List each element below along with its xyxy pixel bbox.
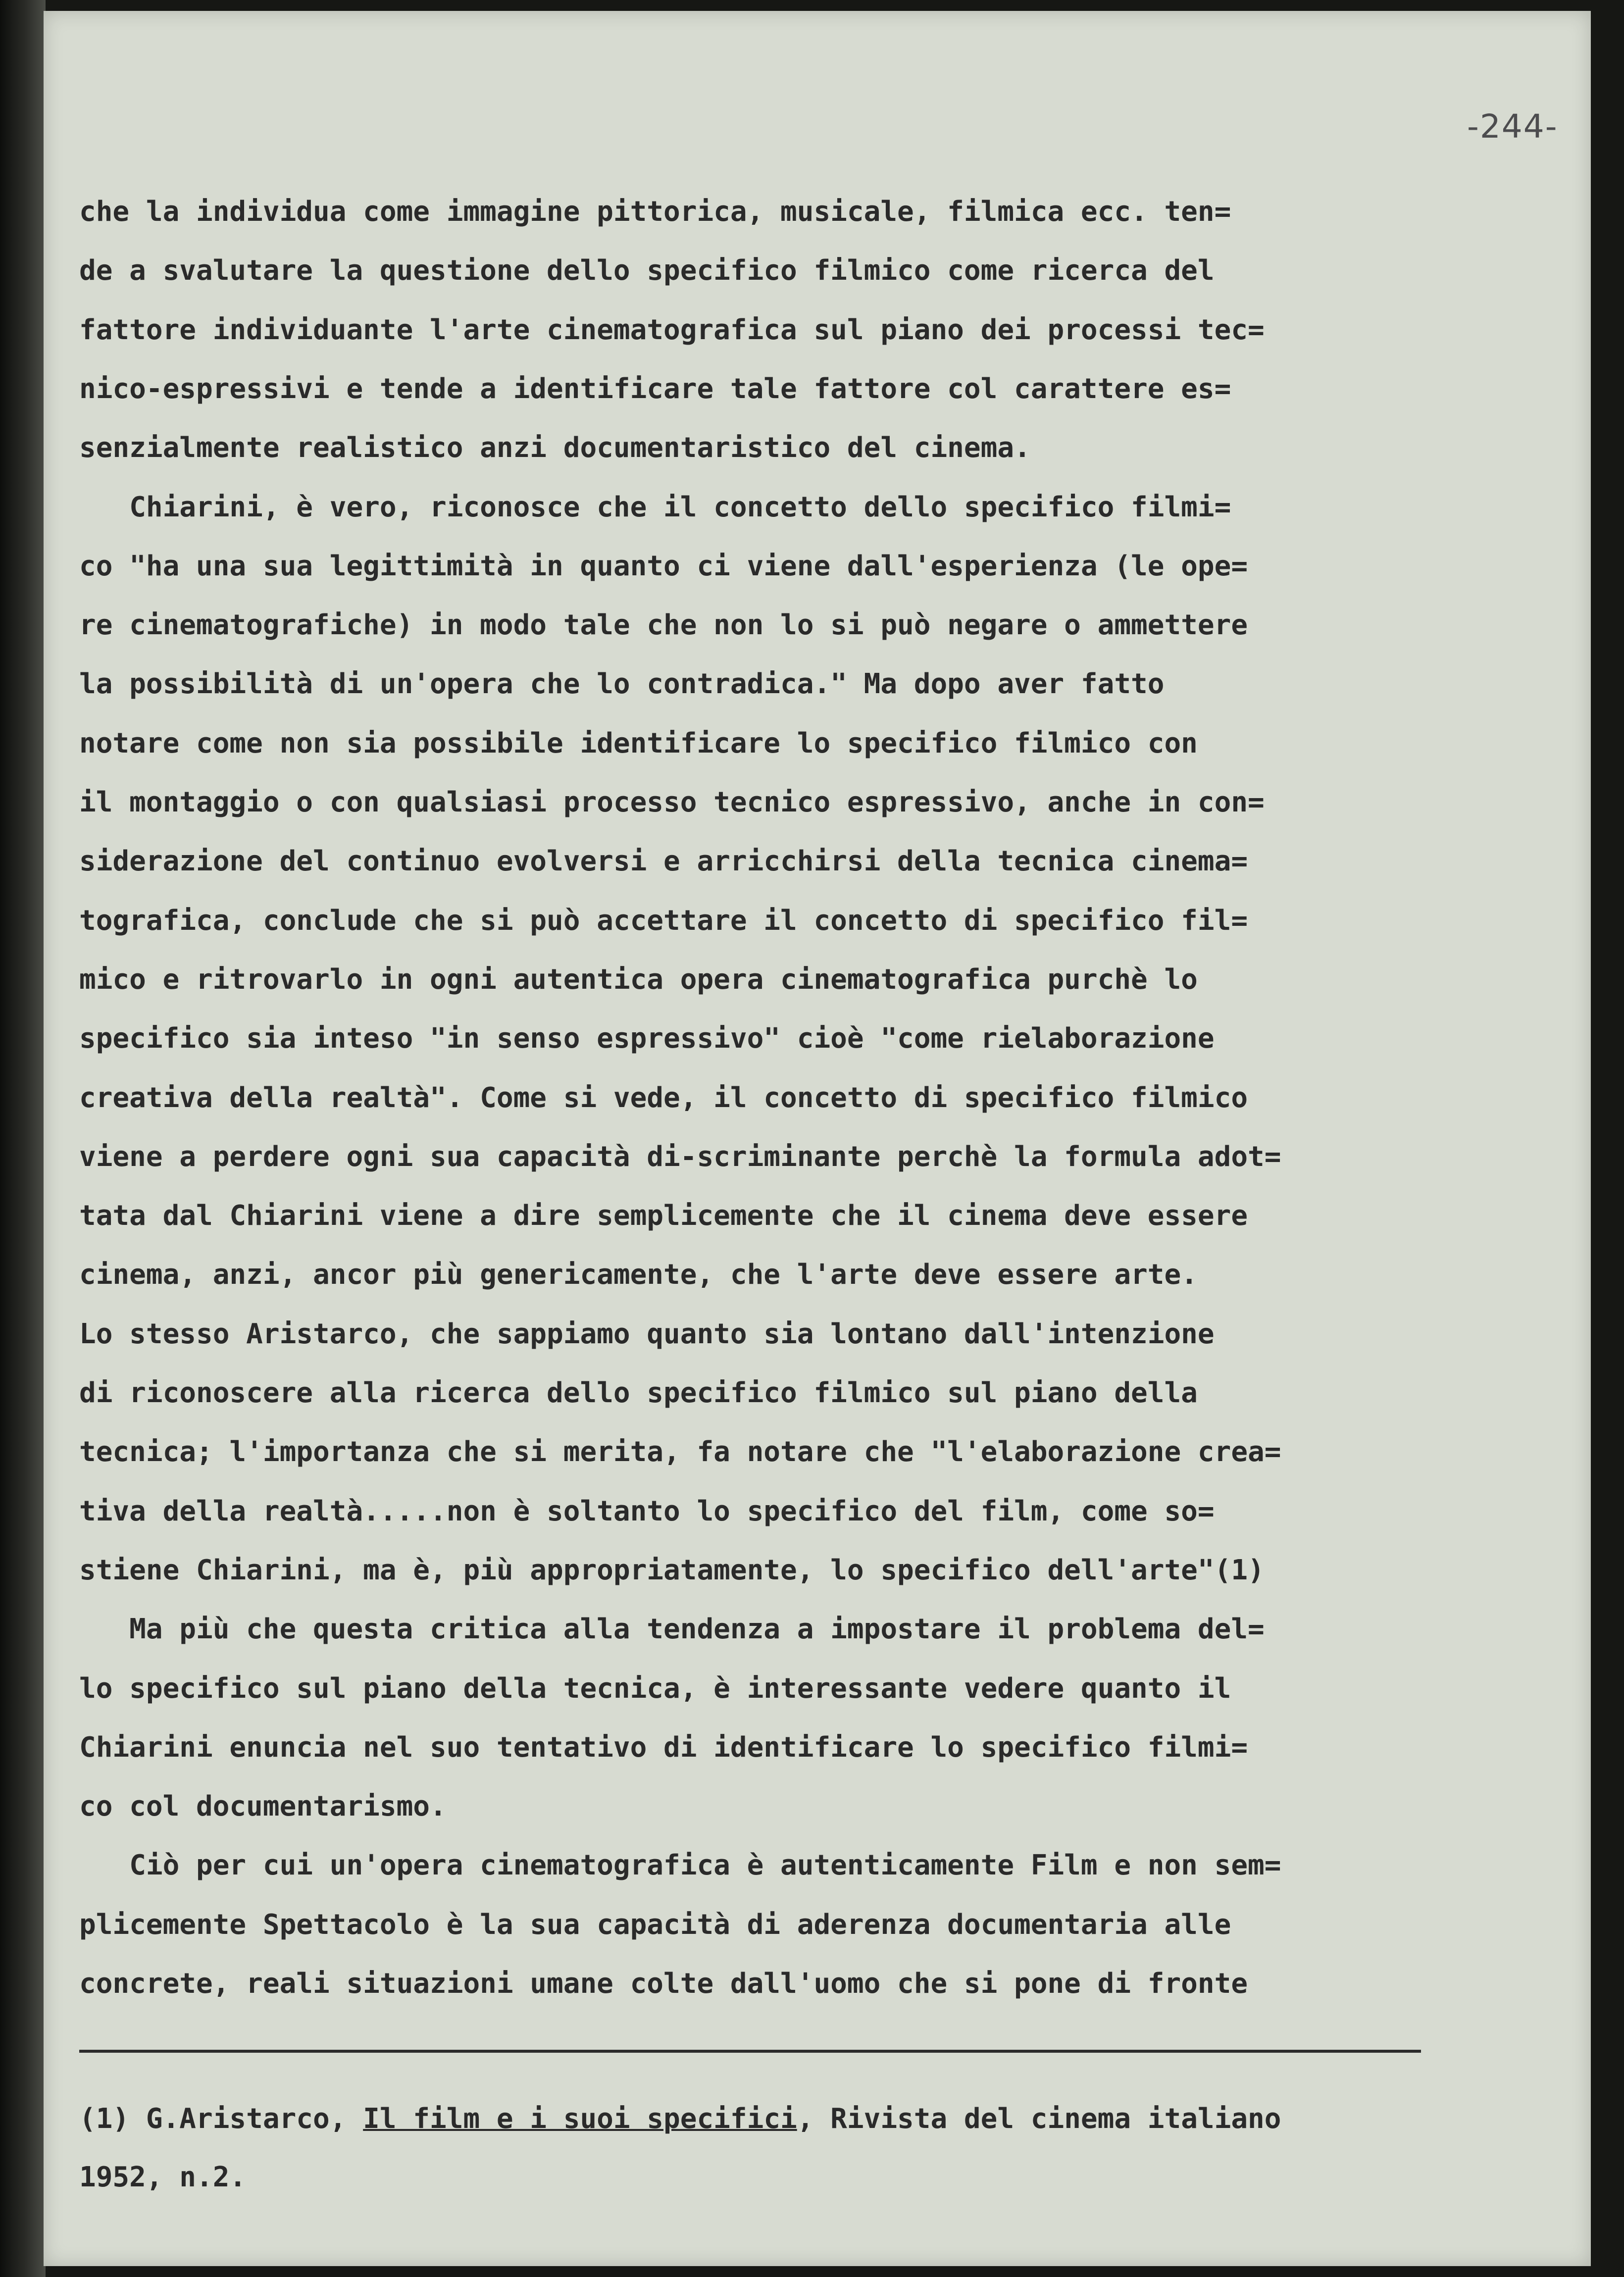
text-line: notare come non sia possibile identificare lo specifico filmico con	[79, 727, 1198, 759]
footnote-line	[79, 2105, 1281, 2133]
text-line: il montaggio o con qualsiasi processo tecnico espressivo, anche in con=	[79, 786, 1265, 818]
text-line: la possibilità di un'opera che lo contradica." Ma dopo aver fatto	[79, 668, 1165, 701]
text-line: stiene Chiarini, ma è, più appropriatamente, lo specifico dell'arte"(1)	[79, 1554, 1265, 1586]
text-line: concrete, reali situazioni umane colte dall'uomo che si pone di fronte	[79, 1968, 1248, 2000]
page-number: -244-	[1467, 107, 1558, 146]
text-line: viene a perdere ogni sua capacità di-scriminante perchè la formula adot=	[79, 1140, 1281, 1173]
text-line: specifico sia inteso "in senso espressivo" cioè "come rielaborazione	[79, 1022, 1215, 1055]
text-line: senzialmente realistico anzi documentaristico del cinema.	[79, 432, 1031, 464]
text-line: re cinematografiche) in modo tale che non lo si può negare o ammettere	[79, 609, 1248, 642]
text-line: co "ha una sua legittimità in quanto ci viene dall'esperienza (le ope=	[79, 550, 1248, 582]
text-line: tografica, conclude che si può accettare il concetto di specifico fil=	[79, 904, 1248, 937]
footnote-prefix: (1) G.Aristarco,	[79, 2103, 363, 2135]
text-line: Ma più che questa critica alla tendenza a impostare il problema del=	[79, 1613, 1265, 1646]
text-line: che la individua come immagine pittorica, musicale, filmica ecc. ten=	[79, 196, 1231, 228]
text-line: mico e ritrovarlo in ogni autentica opera cinematografica purchè lo	[79, 963, 1198, 996]
text-line: tata dal Chiarini viene a dire semplicemente che il cinema deve essere	[79, 1200, 1248, 1232]
text-line: Ciò per cui un'opera cinematografica è autenticamente Film e non sem=	[79, 1849, 1281, 1882]
footnote-line: 1952, n.2.	[79, 2161, 247, 2193]
text-line: Lo stesso Aristarco, che sappiamo quanto sia lontano dall'intenzione	[79, 1317, 1215, 1350]
text-line: tecnica; l'importanza che si merita, fa notare che "l'elaborazione crea=	[79, 1436, 1281, 1468]
text-line: tiva della realtà.....non è soltanto lo specifico del film, come so=	[79, 1495, 1215, 1527]
text-line: co col documentarismo.	[79, 1790, 447, 1823]
text-line: lo specifico sul piano della tecnica, è interessante vedere quanto il	[79, 1672, 1231, 1705]
text-line: creativa della realtà". Come si vede, il concetto di specifico filmico	[79, 1081, 1248, 1114]
text-line: Chiarini enuncia nel suo tentativo di identificare lo specifico filmi=	[79, 1731, 1248, 1764]
footnote-separator	[79, 2050, 1421, 2053]
text-line: de a svalutare la questione dello specifico filmico come ricerca del	[79, 254, 1215, 287]
text-line: cinema, anzi, ancor più genericamente, che l'arte deve essere arte.	[79, 1259, 1198, 1291]
binder-edge	[0, 0, 46, 2277]
text-line: Chiarini, è vero, riconosce che il concetto dello specifico filmi=	[79, 491, 1231, 523]
text-line: di riconoscere alla ricerca dello specifico filmico sul piano della	[79, 1377, 1198, 1409]
text-line: fattore individuante l'arte cinematografica sul piano dei processi tec=	[79, 313, 1265, 346]
footnote-title: Il film e i suoi specifici	[363, 2103, 797, 2135]
text-line: nico-espressivi e tende a identificare tale fattore col carattere es=	[79, 372, 1231, 405]
text-line: plicemente Spettacolo è la sua capacità di aderenza documentaria alle	[79, 1908, 1231, 1941]
footnote-suffix: , Rivista del cinema italiano	[797, 2103, 1281, 2135]
text-line: siderazione del continuo evolversi e arricchirsi della tecnica cinema=	[79, 845, 1248, 878]
